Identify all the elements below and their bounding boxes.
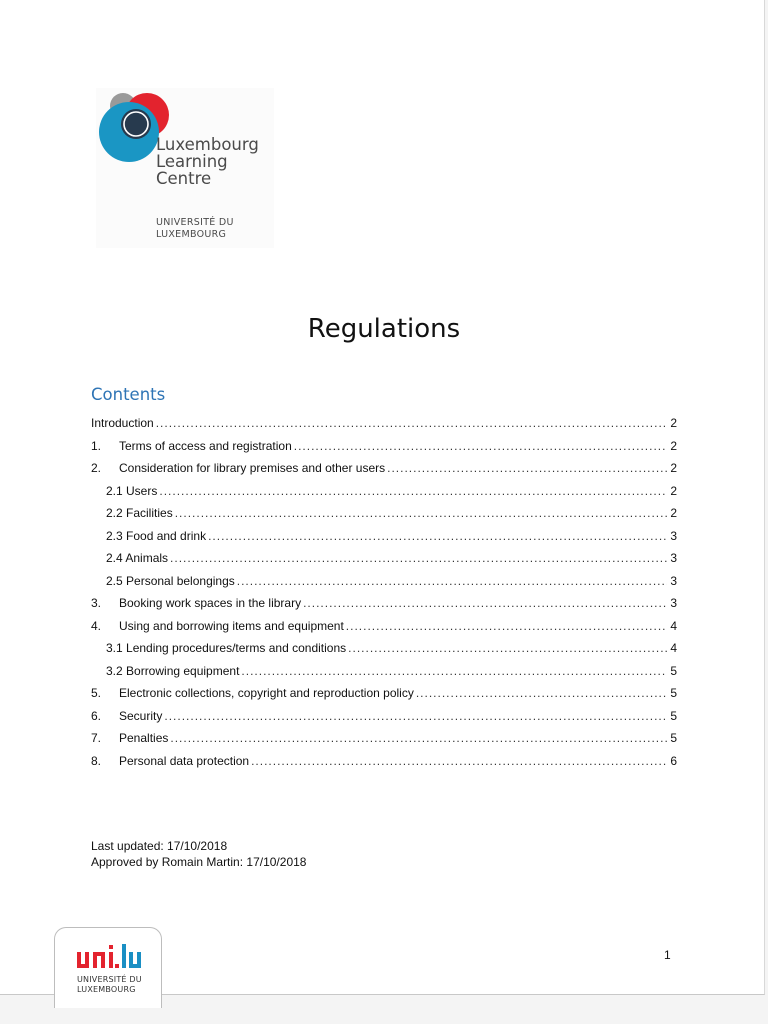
toc-entry[interactable] [91, 705, 677, 728]
toc-entry[interactable] [91, 750, 677, 773]
toc-entry-label: Penalties [119, 731, 169, 745]
toc-entry-number: 5. [91, 686, 102, 700]
unilu-logo-icon [77, 942, 141, 972]
toc-entry[interactable] [91, 480, 677, 503]
toc-entry[interactable] [91, 457, 677, 480]
toc-entry-page: 2 [670, 483, 677, 498]
table-of-contents [91, 412, 677, 772]
document-meta [91, 838, 306, 870]
toc-entry[interactable] [91, 615, 677, 638]
toc-entry-page: 5 [670, 663, 677, 678]
contents-heading: Contents [91, 385, 166, 404]
toc-entry-label: 2.5 Personal belongings [106, 573, 235, 588]
toc-entry-page: 2 [670, 416, 677, 430]
toc-dot-leader [156, 412, 667, 435]
toc-entry[interactable] [91, 502, 677, 525]
toc-dot-leader [159, 480, 667, 503]
document-title: Regulations [307, 314, 461, 344]
toc-entry-page: 2 [670, 438, 677, 453]
toc-entry[interactable] [91, 682, 677, 705]
toc-entry[interactable] [91, 570, 677, 593]
toc-entry-page: 3 [670, 528, 677, 543]
toc-dot-leader [416, 682, 667, 705]
toc-entry-number: 8. [91, 753, 102, 768]
toc-entry[interactable] [91, 637, 677, 660]
toc-entry-number: 6. [91, 708, 102, 723]
toc-entry-page: 5 [670, 708, 677, 723]
llc-logo [96, 88, 274, 248]
toc-entry-page: 5 [670, 686, 677, 700]
toc-entry-number: 2. [91, 461, 102, 475]
toc-entry-label: Introduction [91, 416, 154, 430]
toc-entry-label: Security [119, 708, 163, 723]
footer-logo-tab [54, 927, 162, 1008]
footer-institution-line-2: LUXEMBOURG [77, 985, 136, 994]
toc-dot-leader [164, 705, 667, 728]
toc-entry[interactable] [91, 525, 677, 548]
toc-entry-page: 3 [670, 573, 677, 588]
logo-name [156, 136, 274, 187]
toc-entry-number: 4. [91, 618, 102, 633]
toc-dot-leader [241, 660, 667, 683]
toc-entry[interactable] [91, 547, 677, 570]
toc-dot-leader [294, 435, 667, 458]
page-number: 1 [664, 948, 671, 962]
toc-entry[interactable] [91, 412, 677, 435]
toc-dot-leader [303, 592, 667, 615]
toc-entry-page: 3 [670, 551, 677, 565]
toc-entry-page: 3 [670, 596, 677, 610]
toc-dot-leader [251, 750, 667, 773]
toc-entry-label: Terms of access and registration [119, 438, 292, 453]
toc-entry-label: Booking work spaces in the library [119, 596, 302, 610]
toc-dot-leader [346, 615, 667, 638]
toc-entry-label: 3.1 Lending procedures/terms and conditions [106, 641, 347, 655]
toc-entry-label: 3.2 Borrowing equipment [106, 663, 240, 678]
toc-entry[interactable] [91, 727, 677, 750]
toc-entry-label: Consideration for library premises and other users [119, 461, 386, 475]
toc-entry-number: 3. [91, 596, 102, 610]
logo-institution-line-1: UNIVERSITÉ DU [156, 217, 234, 228]
toc-entry-page: 6 [670, 753, 677, 768]
toc-entry-label: 2.3 Food and drink [106, 528, 207, 543]
toc-entry-page: 4 [670, 618, 677, 633]
footer-institution-line-1: UNIVERSITÉ DU [77, 975, 142, 984]
approved-by: Approved by Romain Martin: 17/10/2018 [91, 855, 307, 869]
logo-institution [156, 217, 234, 241]
toc-entry[interactable] [91, 592, 677, 615]
toc-entry-number: 1. [91, 438, 102, 453]
toc-entry-label: Using and borrowing items and equipment [119, 618, 344, 633]
toc-entry[interactable] [91, 660, 677, 683]
toc-dot-leader [170, 727, 667, 750]
toc-entry-page: 5 [670, 731, 677, 745]
toc-entry-number: 7. [91, 731, 102, 745]
toc-entry-label: Electronic collections, copyright and reproduction policy [119, 686, 414, 700]
toc-entry-page: 4 [670, 641, 677, 655]
footer-institution [77, 975, 142, 995]
toc-entry-label: 2.1 Users [106, 483, 158, 498]
toc-dot-leader [170, 547, 667, 570]
logo-name-line-2: Learning [156, 152, 228, 171]
toc-dot-leader [208, 525, 667, 548]
last-updated: Last updated: 17/10/2018 [91, 839, 228, 853]
logo-name-line-3: Centre [156, 169, 212, 188]
logo-name-line-1: Luxembourg [156, 135, 259, 154]
toc-entry-label: 2.4 Animals [106, 551, 169, 565]
toc-dot-leader [237, 570, 667, 593]
toc-entry[interactable] [91, 435, 677, 458]
toc-entry-label: 2.2 Facilities [106, 506, 173, 520]
toc-entry-page: 2 [670, 506, 677, 520]
toc-entry-label: Personal data protection [119, 753, 250, 768]
toc-dot-leader [387, 457, 667, 480]
toc-dot-leader [348, 637, 667, 660]
toc-entry-page: 2 [670, 461, 677, 475]
logo-institution-line-2: LUXEMBOURG [156, 229, 227, 240]
toc-dot-leader [175, 502, 667, 525]
